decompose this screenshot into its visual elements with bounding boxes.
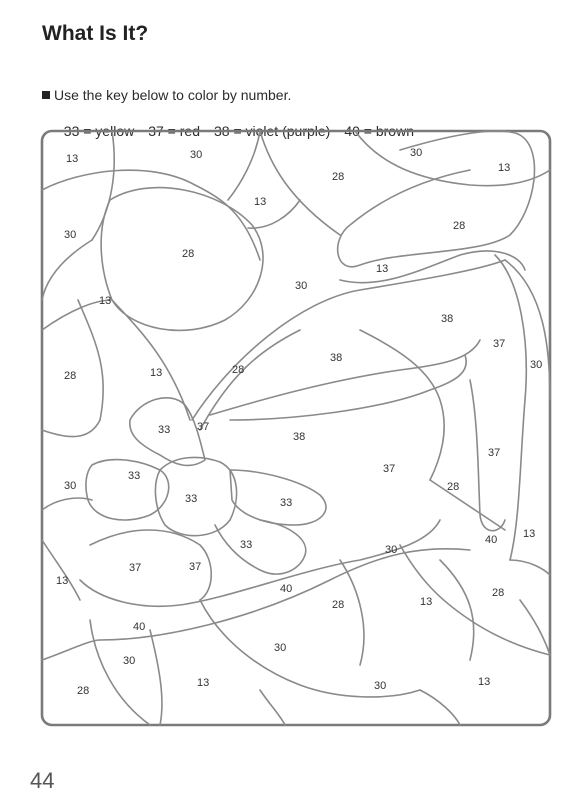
key-item-brown: 40 = brown — [344, 123, 414, 139]
region-number: 40 — [485, 534, 498, 546]
region-number: 28 — [492, 587, 505, 599]
region-number: 28 — [77, 685, 90, 697]
region-number: 13 — [498, 162, 511, 174]
region-number: 37 — [488, 447, 501, 459]
region-number: 30 — [123, 655, 136, 667]
region-number: 28 — [332, 171, 345, 183]
region-number: 28 — [182, 248, 195, 260]
region-number: 13 — [197, 677, 210, 689]
region-number: 30 — [295, 280, 308, 292]
region-number: 37 — [189, 561, 202, 573]
region-number: 13 — [99, 295, 112, 307]
region-number: 13 — [150, 367, 163, 379]
region-number: 28 — [453, 220, 466, 232]
region-number: 38 — [330, 352, 343, 364]
region-number: 37 — [493, 338, 506, 350]
key-item-yellow: 33 = yellow — [63, 123, 135, 139]
region-number: 38 — [293, 431, 306, 443]
region-number: 37 — [197, 421, 210, 433]
region-number: 28 — [447, 481, 460, 493]
region-number: 13 — [523, 528, 536, 540]
region-number: 13 — [254, 196, 267, 208]
region-number: 38 — [441, 313, 454, 325]
instruction-text: Use the key below to color by number. — [54, 87, 292, 103]
key-item-violet: 38 = violet (purple) — [213, 123, 331, 139]
region-number: 40 — [133, 621, 146, 633]
region-number-labels — [56, 147, 542, 697]
region-number: 30 — [190, 149, 203, 161]
region-number: 28 — [232, 364, 245, 376]
region-number: 30 — [385, 544, 398, 556]
region-number: 33 — [128, 470, 141, 482]
region-number: 33 — [158, 424, 171, 436]
key-item-red: 37 = red — [148, 123, 200, 139]
region-number: 40 — [280, 583, 293, 595]
region-number: 13 — [420, 596, 433, 608]
region-number: 30 — [64, 229, 77, 241]
region-number: 30 — [374, 680, 387, 692]
region-number: 30 — [64, 480, 77, 492]
region-number: 13 — [56, 575, 69, 587]
page-title: What Is It? — [42, 22, 149, 45]
region-number: 30 — [410, 147, 423, 159]
region-number: 13 — [376, 263, 389, 275]
page-number: 44 — [30, 768, 55, 793]
region-number: 37 — [383, 463, 396, 475]
region-number: 33 — [240, 539, 253, 551]
region-number: 30 — [274, 642, 287, 654]
region-number: 13 — [66, 153, 79, 165]
region-number: 28 — [64, 370, 77, 382]
region-number: 30 — [530, 359, 543, 371]
region-number: 37 — [129, 562, 142, 574]
region-number: 28 — [332, 599, 345, 611]
region-outlines — [42, 131, 550, 725]
region-number: 13 — [478, 676, 491, 688]
region-number: 33 — [185, 493, 198, 505]
region-number: 33 — [280, 497, 293, 509]
